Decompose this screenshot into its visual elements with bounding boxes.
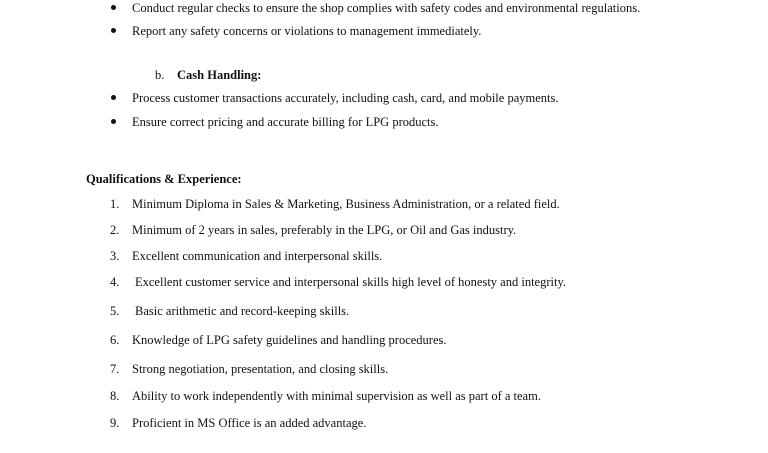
bullet-icon [111,119,116,124]
list-item: Strong negotiation, presentation, and closing skills. [132,362,389,376]
qualifications-heading: Qualifications & Experience: [86,172,242,186]
cash-bullet-2: Ensure correct pricing and accurate billing for LPG products. [132,115,439,129]
list-item-number: 7. [110,362,120,376]
list-item: Ability to work independently with minimal supervision as well as part of a team. [132,389,541,403]
bullet-icon [111,5,116,10]
bullet-icon [111,95,116,100]
list-item: Basic arithmetic and record-keeping skills. [135,304,350,318]
cash-handling-marker: b. [155,68,165,82]
list-item: Excellent customer service and interpersonal skills high level of honesty and integrity. [135,275,567,289]
list-item-number: 9. [110,416,120,430]
list-item: Minimum of 2 years in sales, preferably in the LPG, or Oil and Gas industry. [132,223,517,237]
cash-handling-title: Cash Handling: [177,68,262,82]
list-item-number: 6. [110,333,120,347]
list-item: Knowledge of LPG safety guidelines and handling procedures. [132,333,447,347]
list-item-number: 1. [110,197,120,211]
list-item-number: 5. [110,304,120,318]
cash-bullet-1: Process customer transactions accurately, including cash, card, and mobile payments. [132,91,559,105]
list-item: Proficient in MS Office is an added advantage. [132,416,367,430]
list-item-number: 8. [110,389,120,403]
safety-bullet-1: Conduct regular checks to ensure the shop complies with safety codes and environmental regulations. [132,1,641,15]
list-item-number: 2. [110,223,120,237]
list-item-number: 3. [110,249,120,263]
bullet-icon [111,28,116,33]
list-item: Excellent communication and interpersonal skills. [132,249,383,263]
safety-bullet-2: Report any safety concerns or violations to management immediately. [132,24,482,38]
list-item: Minimum Diploma in Sales & Marketing, Business Administration, or a related field. [132,197,560,211]
list-item-number: 4. [110,275,120,289]
